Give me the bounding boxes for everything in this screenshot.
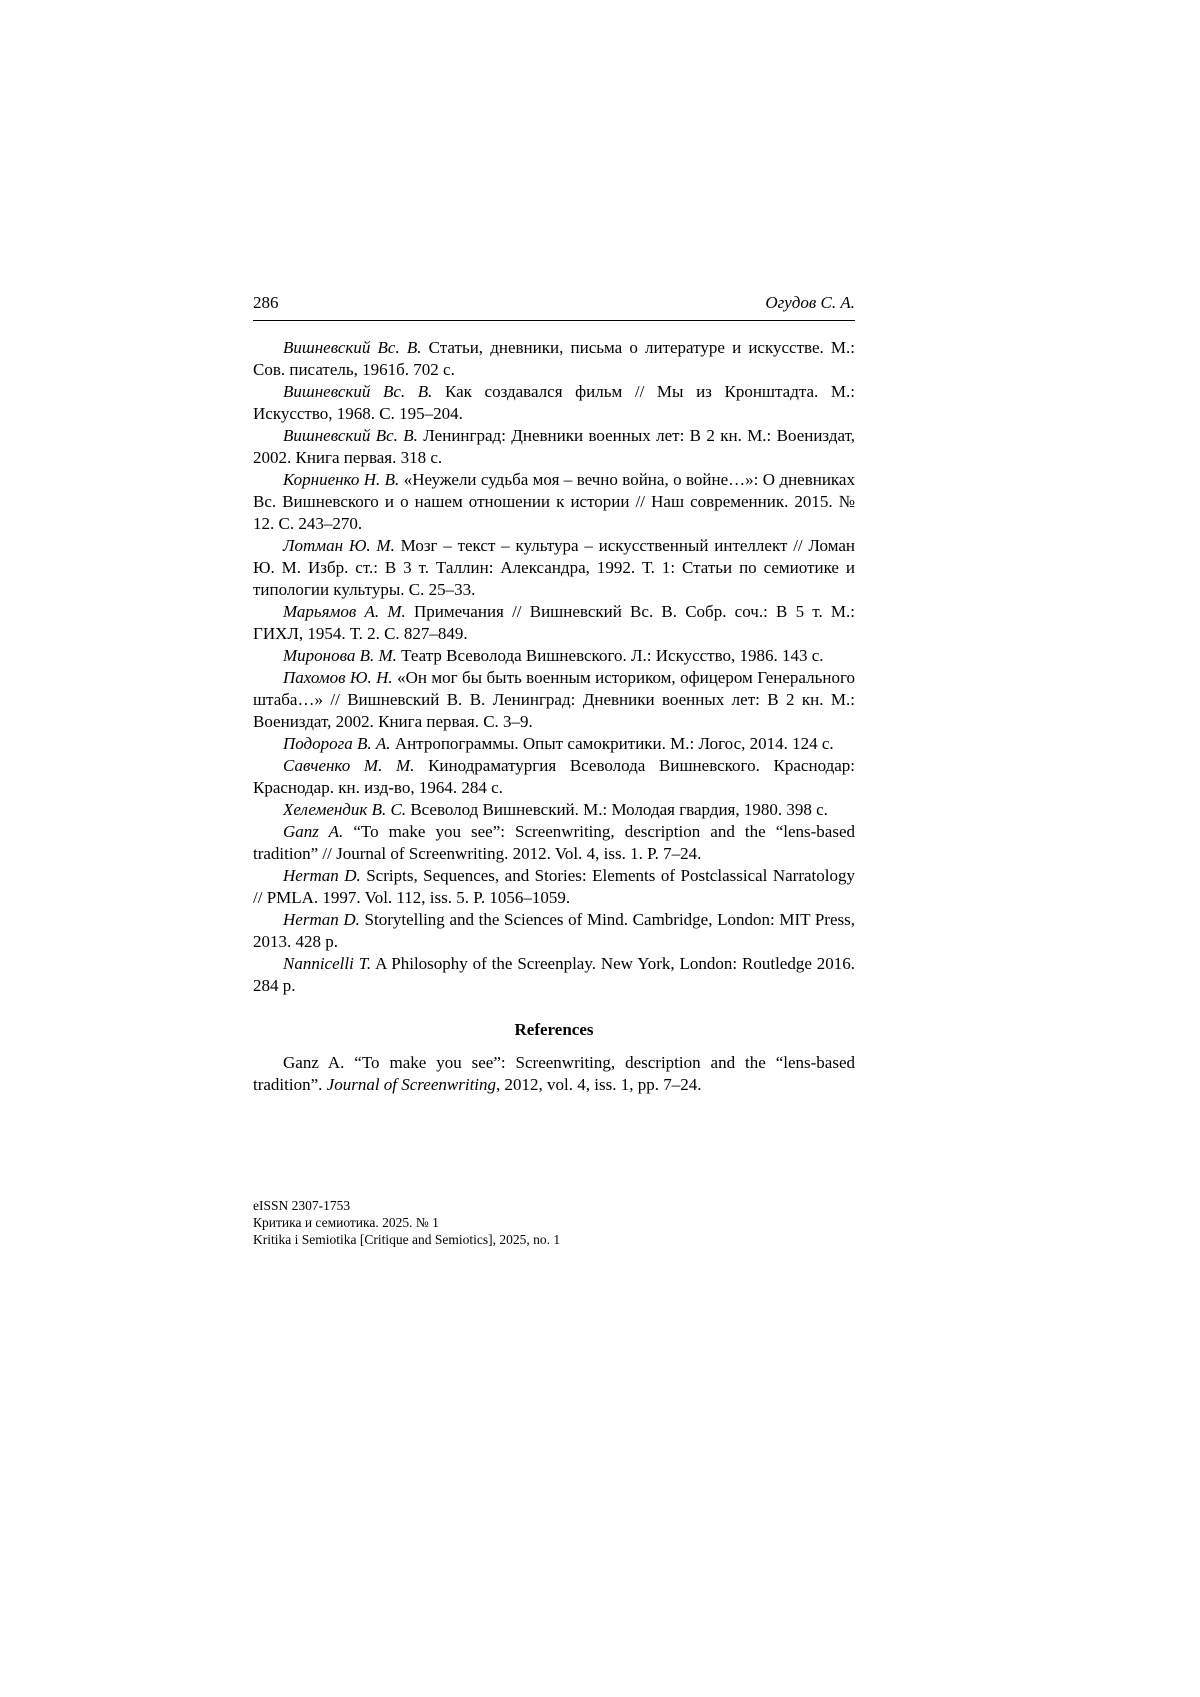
entry-author: Корниенко Н. В. [283, 470, 400, 489]
bibliography-entry [253, 601, 855, 645]
bibliography-entry [253, 667, 855, 733]
bibliography-entry [253, 425, 855, 469]
reference-entry [253, 1052, 855, 1096]
bibliography-entry [253, 535, 855, 601]
bibliography-entry [253, 799, 855, 821]
entry-text: «Он мог бы быть военным историком, офицером Генерального штаба…» // Вишневский В. В. Ленинград: Дневники военных лет: В 2 кн. М.: Воениздат, 2002. Книга первая. С. 3–9. [253, 668, 856, 731]
entry-author: Подорога В. А. [283, 734, 391, 753]
page-footer [253, 1197, 855, 1249]
entry-text: Всеволод Вишневский. М.: Молодая гвардия, 1980. 398 с. [406, 800, 828, 819]
entry-text: A Philosophy of the Screenplay. New York, London: Routledge 2016. 284 p. [253, 954, 856, 995]
bibliography-entry [253, 469, 855, 535]
entry-text: Storytelling and the Sciences of Mind. Cambridge, London: MIT Press, 2013. 428 p. [253, 910, 855, 951]
entry-text: “To make you see”: Screenwriting, description and the “lens-based tradition” // Journal of Screenwriting. 2012. Vol. 4, iss. 1. P. 7–24. [253, 822, 855, 863]
entry-text: Scripts, Sequences, and Stories: Elements of Postclassical Narratology // PMLA. 1997. Vol. 112, iss. 5. P. 1056–1059. [253, 866, 855, 907]
bibliography-entry [253, 953, 855, 997]
reference-text-post: , 2012, vol. 4, iss. 1, pp. 7–24. [496, 1075, 702, 1094]
entry-author: Миронова В. М. [283, 646, 397, 665]
bibliography-entry [253, 381, 855, 425]
entry-text: «Неужели судьба моя – вечно война, о войне…»: О дневниках Вс. Вишневского и о нашем отношении к истории // Наш современник. 2015. № 12. С. 243–270. [253, 470, 855, 533]
bibliography-entry [253, 755, 855, 799]
bibliography-entry [253, 865, 855, 909]
entry-author: Вишневский Вс. В. [283, 382, 433, 401]
bibliography-entry [253, 909, 855, 953]
footer-journal-en: Kritika i Semiotika [Critique and Semiotics], 2025, no. 1 [253, 1232, 561, 1248]
entry-text: Ленинград: Дневники военных лет: В 2 кн. М.: Воениздат, 2002. Книга первая. 318 с. [253, 426, 856, 467]
reference-text-pre: Ganz A. “To make you see”: Screenwriting, description and the “lens-based tradition”. [253, 1053, 855, 1094]
entry-text: Театр Всеволода Вишневского. Л.: Искусство, 1986. 143 с. [396, 646, 824, 665]
reference-journal-title: Journal of Screenwriting [326, 1075, 497, 1094]
bibliography-entry [253, 733, 855, 755]
entry-author: Herman D. [283, 910, 360, 929]
entry-text: Антропограммы. Опыт самокритики. М.: Логос, 2014. 124 с. [390, 734, 834, 753]
entry-author: Вишневский Вс. В. [283, 426, 418, 445]
bibliography-section [253, 337, 855, 1096]
references-heading: References [514, 1020, 594, 1039]
entry-text: Мозг – текст – культура – искусственный интеллект // Ломан Ю. М. Избр. ст.: В 3 т. Таллин: Александра, 1992. Т. 1: Статьи по семиотике и типологии культуры. С. 25–33. [253, 536, 855, 599]
entry-author: Вишневский Вс. В. [283, 338, 422, 357]
footer-eissn: eISSN 2307-1753 [253, 1198, 351, 1213]
entry-text: Кинодраматургия Всеволода Вишневского. Краснодар: Краснодар. кн. изд-во, 1964. 284 с. [253, 756, 855, 797]
entry-author: Herman D. [283, 866, 361, 885]
running-head [253, 293, 855, 321]
page-number: 286 [253, 293, 279, 312]
running-head-author: Огудов С. А. [765, 293, 855, 312]
entry-author: Nannicelli T. [283, 954, 372, 973]
entry-author: Хелемендик В. С. [283, 800, 407, 819]
entry-author: Ganz A. [283, 822, 344, 841]
entry-author: Пахомов Ю. Н. [283, 668, 393, 687]
bibliography-entry [253, 645, 855, 667]
entry-text: Как создавался фильм // Мы из Кронштадта. М.: Искусство, 1968. С. 195–204. [253, 382, 855, 423]
entry-text: Статьи, дневники, письма о литературе и искусстве. М.: Сов. писатель, 1961б. 702 с. [253, 338, 855, 379]
bibliography-entry [253, 821, 855, 865]
entry-text: Примечания // Вишневский Вс. В. Собр. соч.: В 5 т. М.: ГИХЛ, 1954. Т. 2. С. 827–849. [253, 602, 856, 643]
footer-journal-ru: Критика и семиотика. 2025. № 1 [253, 1215, 439, 1231]
entry-author: Лотман Ю. М. [283, 536, 395, 555]
entry-author: Савченко М. М. [283, 756, 415, 775]
entry-author: Марьямов А. М. [283, 602, 406, 621]
bibliography-entry [253, 337, 855, 381]
